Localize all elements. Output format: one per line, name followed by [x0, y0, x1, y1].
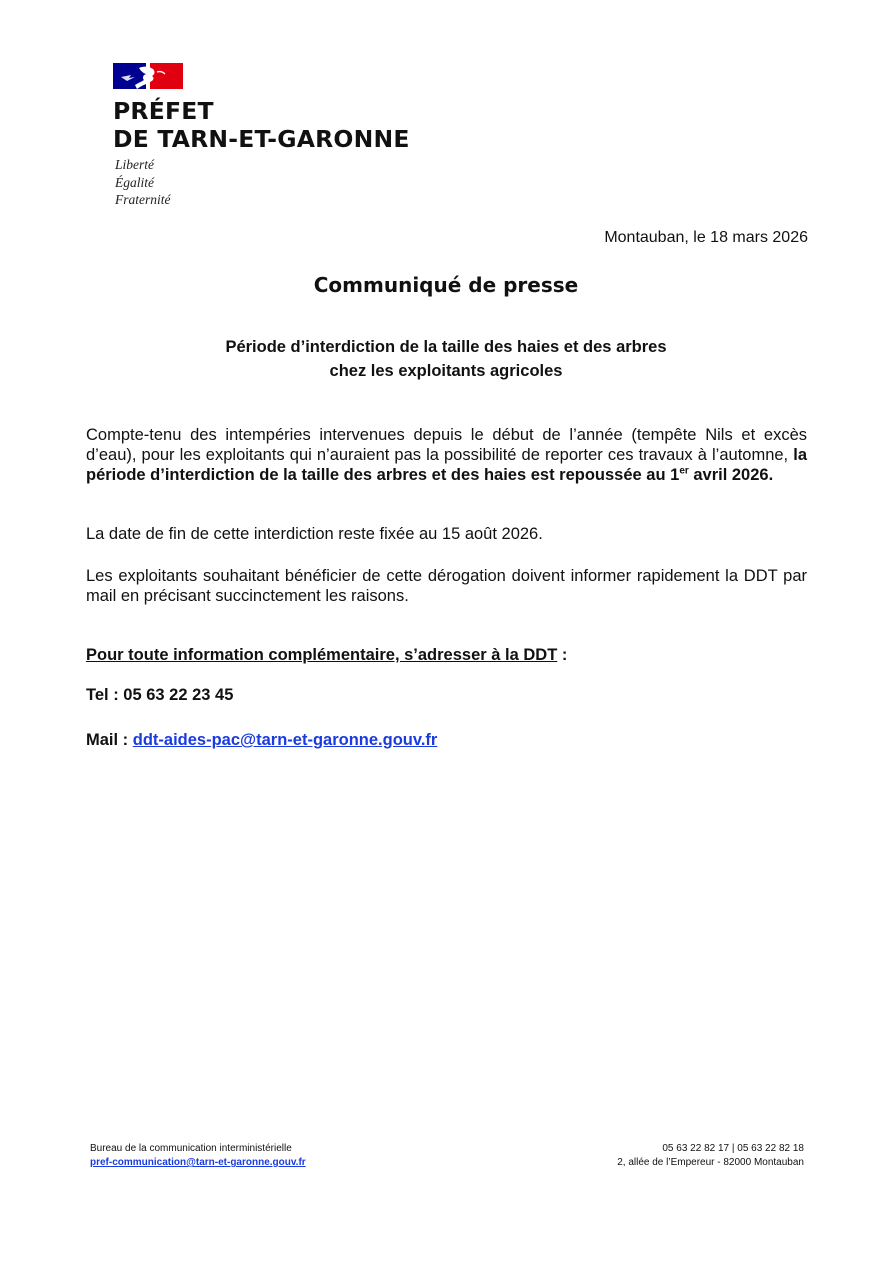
- contact-mail-link[interactable]: ddt-aides-pac@tarn-et-garonne.gouv.fr: [132, 731, 438, 749]
- footer-left: [90, 1142, 306, 1170]
- contact-phone: Tel : 05 63 22 23 45: [86, 686, 234, 704]
- subject-line-1: Période d’interdiction de la taille des haies et des arbres: [225, 338, 667, 356]
- paragraph-intro-text: Compte-tenu des intempéries intervenues depuis le début de l’année (tempête Nils et excès d’eau), pour les exploitants qui n’auraient pas la possibilité de reporter ces travaux à l’automne,: [86, 426, 807, 464]
- contact-heading-colon: :: [557, 646, 568, 664]
- contact-mail-label: Mail :: [86, 731, 133, 749]
- marianne-logo-icon: [113, 63, 183, 89]
- contact-mail: [86, 731, 437, 750]
- paragraph-derogation: Les exploitants souhaitant bénéficier de cette dérogation doivent informer rapidement la DDT par mail en précisant succinctement les raisons.: [86, 567, 807, 605]
- press-release-date: Montauban, le 18 mars 2026: [604, 229, 808, 246]
- motto-liberte: Liberté: [115, 157, 154, 172]
- motto-fraternite: Fraternité: [115, 192, 171, 207]
- footer-bureau: Bureau de la communication interministérielle: [90, 1143, 292, 1154]
- republic-motto: [115, 156, 171, 209]
- prefet-line-1: PRÉFET: [113, 97, 214, 125]
- paragraph-intro-bold-end: avril 2026.: [688, 466, 774, 484]
- motto-egalite: Égalité: [115, 174, 154, 190]
- paragraph-end-date: La date de fin de cette interdiction reste fixée au 15 août 2026.: [86, 525, 543, 543]
- contact-heading-text: Pour toute information complémentaire, s’adresser à la DDT: [86, 646, 558, 664]
- paragraph-intro-bold: la période d’interdiction de la taille des arbres et des haies est repoussée au 1: [86, 446, 807, 484]
- subject-heading: [0, 335, 892, 383]
- ordinal-superscript: er: [679, 465, 689, 477]
- paragraph-intro: [86, 425, 807, 485]
- footer-phones: 05 63 22 82 17 | 05 63 22 82 18: [662, 1143, 804, 1154]
- footer-right: [617, 1142, 804, 1170]
- subject-line-2: chez les exploitants agricoles: [329, 362, 563, 380]
- footer-address: 2, allée de l’Empereur - 82000 Montauban: [617, 1157, 804, 1168]
- footer-email-link[interactable]: pref-communication@tarn-et-garonne.gouv.fr: [90, 1157, 306, 1168]
- contact-heading: [86, 646, 567, 665]
- prefet-title: [113, 97, 433, 153]
- prefet-line-2: DE TARN-ET-GARONNE: [113, 125, 410, 153]
- document-title: Communiqué de presse: [313, 273, 579, 297]
